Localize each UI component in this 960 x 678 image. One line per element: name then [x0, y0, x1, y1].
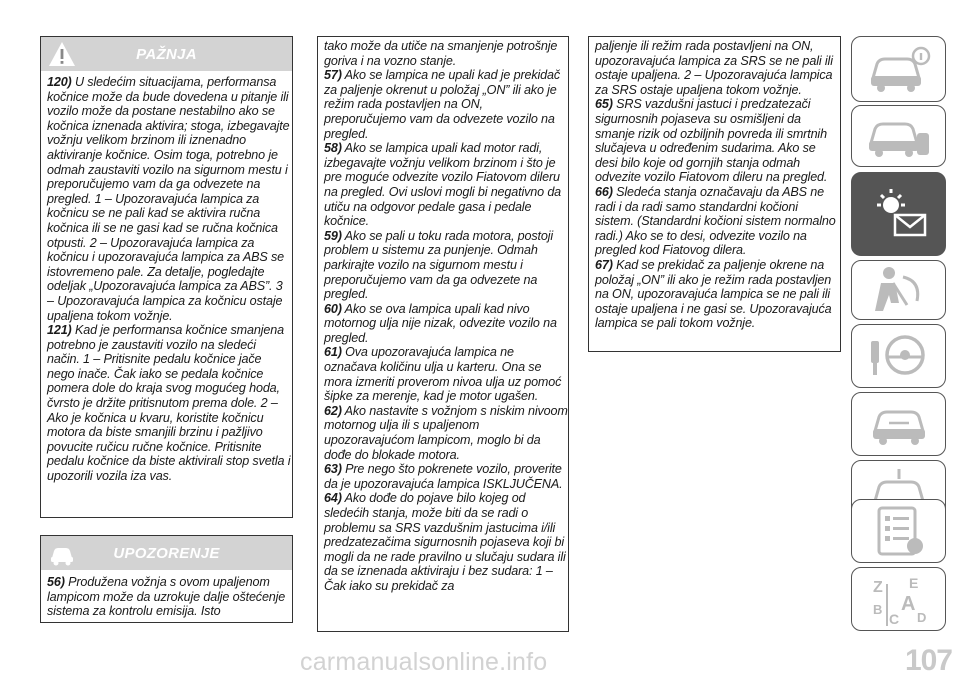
paragraph: 65) SRS vazdušni jastuci i predzatezači sigurnosnih pojaseva su osmišljeni da smanje rizik od ozbiljnih povreda ili smrtnih slučajeva u određenim sudarima. Ako se desi bilo koje od gornjih stanja odmah odvezite vozilo Fiatovom dileru na pregled. [595, 97, 828, 185]
sidebar-tab-safety[interactable] [851, 260, 946, 320]
car-emergency-icon [863, 395, 935, 453]
caution-header [41, 536, 292, 570]
car-info-icon [863, 40, 935, 98]
svg-text:B: B [872, 602, 882, 617]
warning-title: PAŽNJA [136, 45, 197, 63]
steering-wheel-key-icon [863, 327, 935, 385]
airbag-safety-icon [863, 261, 935, 319]
paragraph: 59) Ako se pali u toku rada motora, postoji problem u sistemu za punjenje. Odmah parkirajte vozilo na sigurnom mestu i preporučujemo vam da ga odvezete na pregled. [324, 228, 554, 302]
sidebar-tab-technical-data[interactable] [851, 499, 946, 563]
caution-title: UPOZORENJE [113, 544, 220, 562]
svg-text:Z: Z [872, 579, 883, 596]
paragraph: 62) Ako nastavite s vožnjom s niskim nivoom motornog ulja ili s upaljenom upozoravajućom lampicom, moglo bi da dođe do blokade motora. [324, 403, 568, 462]
sidebar-tab-car-info[interactable] [851, 36, 946, 102]
svg-text:C: C [888, 611, 899, 627]
car-key-icon [863, 107, 935, 165]
warning-header [41, 37, 292, 71]
paragraph: tako može da utiče na smanjenje potrošnje goriva i na vozno stanje. [324, 39, 558, 68]
warning-light-message-icon [863, 185, 935, 243]
paragraph: 121) Kad je performansa kočnice smanjena potrebno je zaustaviti vozilo na sledeći način. 1 – Pritisnite pedalu kočnice jače nego inače. Čak iako se pedala kočnice pomera dole do kraja svog mogućeg hoda, čvrsto je držite pritisnutom prema dole. 2 – Ako je kočnica u kvaru, koristite kočnicu motora da biste smanjili brzinu i pažljivo povucite ručicu ručne kočnice. Pritisnite pedalu kočnice da biste aktivirali stop svetla i upozorili vozila iza vas. [47, 323, 291, 484]
paragraph: 58) Ako se lampica upali kad motor radi, izbegavajte vožnju velikom brzinom i što je pre moguće odvezite vozilo Fiatovom dileru na pregled. Ovi uslovi mogli bi negativno da utiču na odgovor pedale gasa i pedale kočnice. [324, 141, 562, 229]
paragraph: 61) Ova upozoravajuća lampica ne označava količinu ulja u karteru. Ona se mora izmeriti proverom nivoa ulja uz pomoć šipke za merenje, kad je motor ugašen. [324, 345, 562, 404]
sidebar-tab-car-key[interactable] [851, 105, 946, 167]
caution-text [47, 575, 291, 619]
column-2-text [324, 39, 568, 594]
warning-text [47, 75, 291, 484]
paragraph: 60) Ako se ova lampica upali kad nivo motornog ulja nije nizak, odvezite vozilo na pregled. [324, 301, 557, 345]
watermark: carmanualsonline.info [300, 648, 548, 676]
sidebar-tab-start-drive[interactable] [851, 324, 946, 388]
paragraph: paljenje ili režim rada postavljeni na ON, upozoravajuća lampica za SRS se ne pali ili ostaje upaljena. 2 – Upozoravajuća lampica za SRS ostaje upaljena tokom vožnje. [595, 39, 833, 97]
paragraph: 57) Ako se lampica ne upali kad je prekidač za paljenje okrenut u položaj „ON” ili ako je režim rada postavljen na ON, preporučujemo vam da odvezete vozilo na pregled. [324, 68, 561, 141]
alphabetical-index-icon [863, 570, 935, 628]
sidebar-tab-emergency[interactable] [851, 392, 946, 456]
paragraph: 56) Produžena vožnja s ovom upaljenom lampicom može da uzrokuje dalje oštećenje sistema za kontrolu emisija. Isto [47, 575, 286, 619]
paragraph: 67) Kad se prekidač za paljenje okrene na položaj „ON” ili ako je režim rada postavljen na ON, upozoravajuća lampica se ne pali ili ostaje upaljena i ne gasi se. Upozoravajuća lampica se pali tokom vožnje. [595, 257, 832, 331]
paragraph: 63) Pre nego što pokrenete vozilo, proverite da je upozoravajuća lampica ISKLJUČENA. [324, 462, 563, 491]
paragraph: 66) Sledeća stanja označavaju da ABS ne radi i da radi samo standardni kočioni sistem. (Standardni kočioni sistem normalno radi.) Ako se to desi, odvezite vozilo na pregled kod Fiatovog dilera. [595, 184, 836, 258]
sidebar-tab-warning-lights[interactable] [851, 172, 946, 256]
car-caution-icon [47, 538, 77, 568]
svg-text:E: E [908, 575, 918, 591]
paragraph: 64) Ako dođe do pojave bilo kojeg od sledećih stanja, može biti da se radi o problemu sa SRS vazdušnim jastucima i/ili predzatezačima sigurnosnih pojaseva koji bi mogli da ne rade pravilno u slučaju sudara ili da se iznenada aktiviraju i bez sudara: 1 – Čak iako su prekidač za [324, 491, 566, 593]
column-3-text [595, 39, 839, 331]
warning-triangle-icon [47, 39, 77, 69]
page-number: 107 [904, 644, 952, 677]
svg-text:D: D [916, 610, 926, 625]
svg-text:A: A [900, 593, 915, 615]
technical-data-icon [863, 502, 935, 560]
sidebar-tab-index[interactable] [851, 567, 946, 631]
paragraph: 120) U sledećim situacijama, performansa kočnice može da bude dovedena u pitanje ili vozilo može da postane nestabilno ako se kočnica iznenada aktivira; stoga, izbegavajte vožnju velikom brzinom ili iznenadno aktiviranje kočnice. Osim toga, potrebno je odmah zaustaviti vozilo na sigurnom mestu i preporučujemo vam da ga odvezete na pregled. 1 – Upozoravajuća lampica za kočnicu se ne pali kad se aktivira ručna kočnica ili se ne gasi kad se ručna kočnica otpusti. 2 – Upozoravajuća lampica za kočnicu i upozoravajuća lampica za ABS se istovremeno pale. Za detalje, pogledajte odeljak „Upozoravajuća lampica za ABS”. 3 – Upozoravajuća lampica za kočnicu ostaje upaljena tokom vožnje. [47, 75, 290, 323]
